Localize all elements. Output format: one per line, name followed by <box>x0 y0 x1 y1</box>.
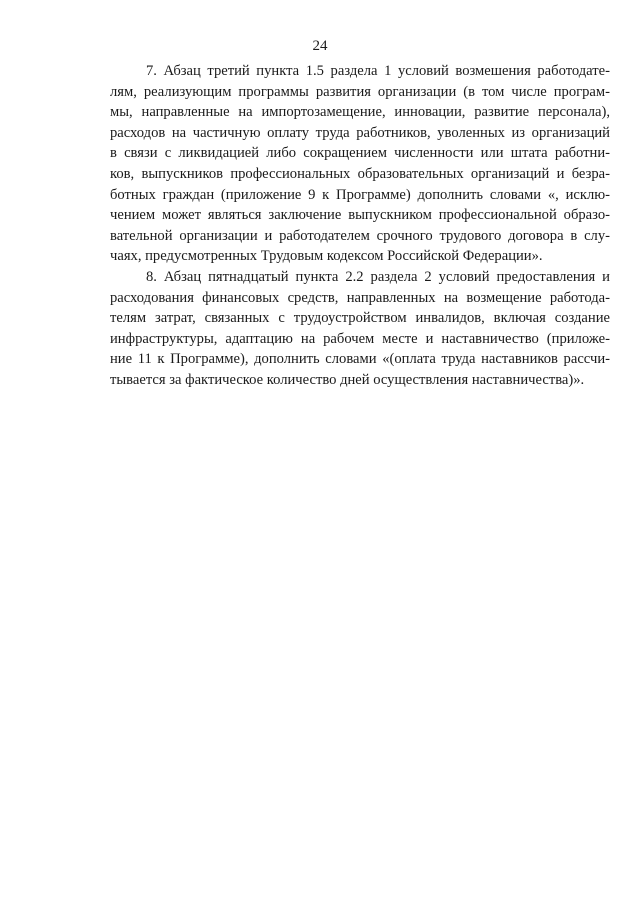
text-line: расходования финансовых средств, направленных на возмещение работода- <box>110 289 610 306</box>
text-line: 7. Абзац третий пункта 1.5 раздела 1 условий возмешения работодате- <box>146 63 610 79</box>
text-line: 8. Абзац пятнадцатый пункта 2.2 раздела 2 условий предоставления и <box>146 268 610 285</box>
text-line: инфраструктуры, адаптацию на рабочем месте и наставничество (приложе- <box>110 330 610 347</box>
text-line: в связи с ликвидацией либо сокращением численности или штата работни- <box>110 145 610 162</box>
text-line: расходов на частичную оплату труда работников, уволенных из организаций <box>110 124 610 141</box>
text-line: телям затрат, связанных с трудоустройством инвалидов, включая создание <box>110 310 610 327</box>
text-line: лям, реализующим программы развития организации (в том числе програм- <box>110 83 610 100</box>
text-line: ков, выпускников профессиональных образовательных организаций и безра- <box>110 165 610 182</box>
text-line: чаях, предусмотренных Трудовым кодексом Российской Федерации». <box>110 248 543 265</box>
document-body <box>110 61 610 391</box>
text-line: ние 11 к Программе), дополнить словами «(оплата труда наставников рассчи- <box>110 351 610 368</box>
paragraph-item-7 <box>110 61 610 267</box>
text-line: ботных граждан (приложение 9 к Программе) дополнить словами «, исклю- <box>110 186 610 203</box>
paragraph-item-8 <box>110 267 610 391</box>
text-line: мы, направленные на импортозамещение, инновации, развитие персонала), <box>110 104 610 121</box>
text-line: тывается за фактическое количество дней осуществления наставничества)». <box>110 371 585 388</box>
text-line: чением может являться заключение выпускником профессиональной образо- <box>110 207 610 224</box>
page-number: 24 <box>312 38 328 54</box>
text-line: вательной организации и работодателем срочного трудового договора в слу- <box>110 227 610 244</box>
